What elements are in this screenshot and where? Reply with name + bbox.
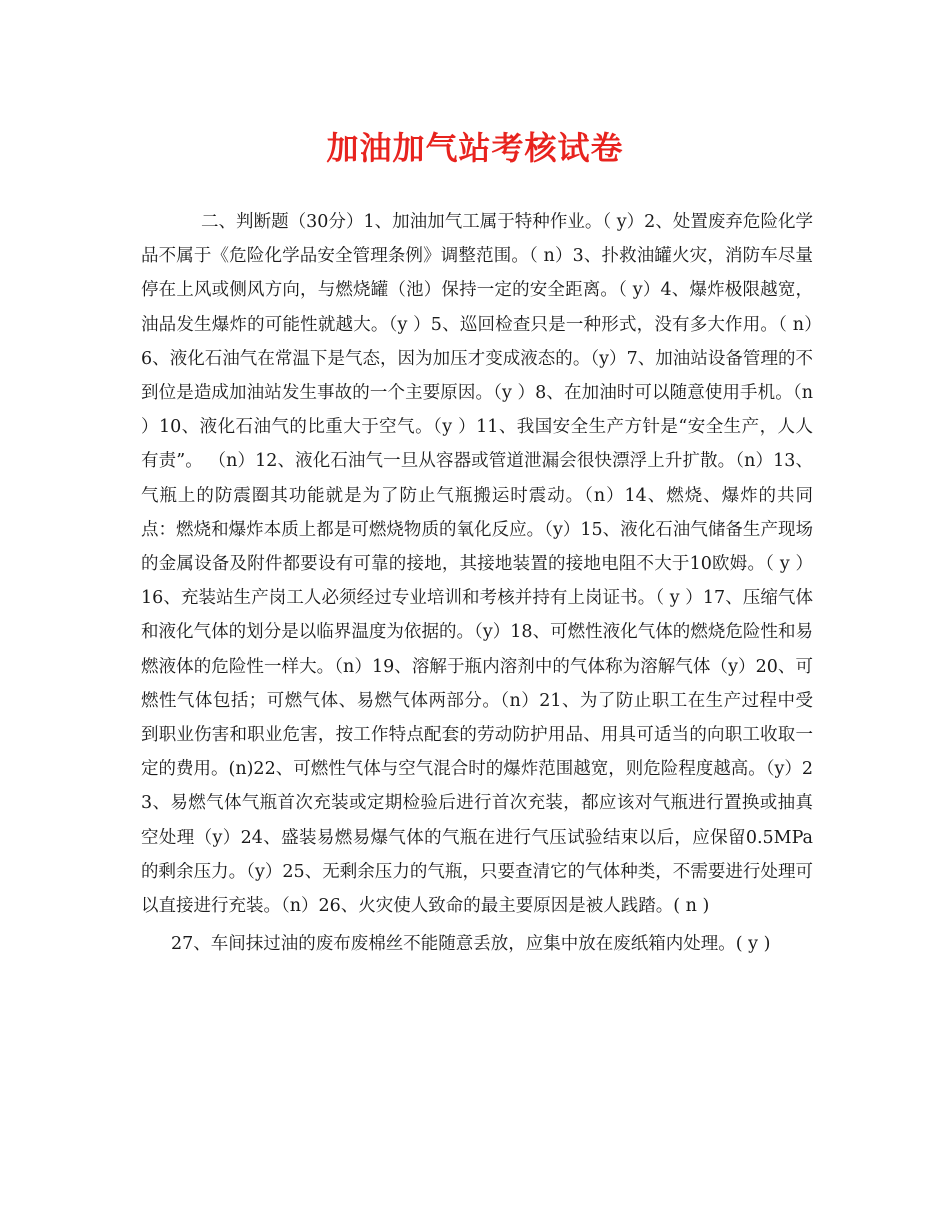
question-paragraph-1: 二、判断题（30分）1、加油加气工属于特种作业。（ y）2、处置废弃危险化学品不属于《危险化学品安全管理条例》调整范围。（ n）3、扑救油罐火灾，消防车尽量停在上风或侧风方向，与燃烧罐（池）保持一定的安全距离。（ y）4、爆炸极限越宽，油品发生爆炸的可能性就越大。（y ）5、巡回检查只是一种形式，没有多大作用。（ n）6、液化石油气在常温下是气态，因为加压才变成液态的。（y）7、加油站设备管理的不到位是造成加油站发生事故的一个主要原因。（y ）8、在加油时可以随意使用手机。（n ）10、液化石油气的比重大于空气。（y ）11、我国安全生产方针是“安全生产，人人有责”。 （n）12、液化石油气一旦从容器或管道泄漏会很快漂浮上升扩散。（n）13、气瓶上的防震圈其功能就是为了防止气瓶搬运时震动。（n）14、燃烧、爆炸的共同点：燃烧和爆炸本质上都是可燃烧物质的氧化反应。（y）15、液化石油气储备生产现场的金属设备及附件都要设有可靠的接地，其接地装置的接地电阻不大于10欧姆。（ y ）16、充装站生产岗工人必须经过专业培训和考核并持有上岗证书。（ y ）17、压缩气体和液化气体的划分是以临界温度为依据的。（y）18、可燃性液化气体的燃烧危险性和易燃液体的危险性一样大。（n）19、溶解于瓶内溶剂中的气体称为溶解气体（y）20、可燃性气体包括；可燃气体、易燃气体两部分。（n）21、为了防止职工在生产过程中受到职业伤害和职业危害，按工作特点配套的劳动防护用品、用具可适当的向职工收取一定的费用。(n)22、可燃性气体与空气混合时的爆炸范围越宽，则危险程度越高。（y）23、易燃气体气瓶首次充装或定期检验后进行首次充装，都应该对气瓶进行置换或抽真空处理（y）24、盛装易燃易爆气体的气瓶在进行气压试验结束以后，应保留0.5MPa的剩余压力。（y）25、无剩余压力的气瓶，只要查清它的气体种类，不需要进行处理可以直接进行充装。（n）26、火灾使人致命的最主要原因是被人践踏。( n ) bbox=[141, 212, 813, 917]
document-body bbox=[141, 205, 813, 961]
question-paragraph-2: 27、车间抹过油的废布废棉丝不能随意丢放，应集中放在废纸箱内处理。( y ) bbox=[171, 934, 771, 955]
document-title: 加油加气站考核试卷 bbox=[326, 129, 624, 167]
